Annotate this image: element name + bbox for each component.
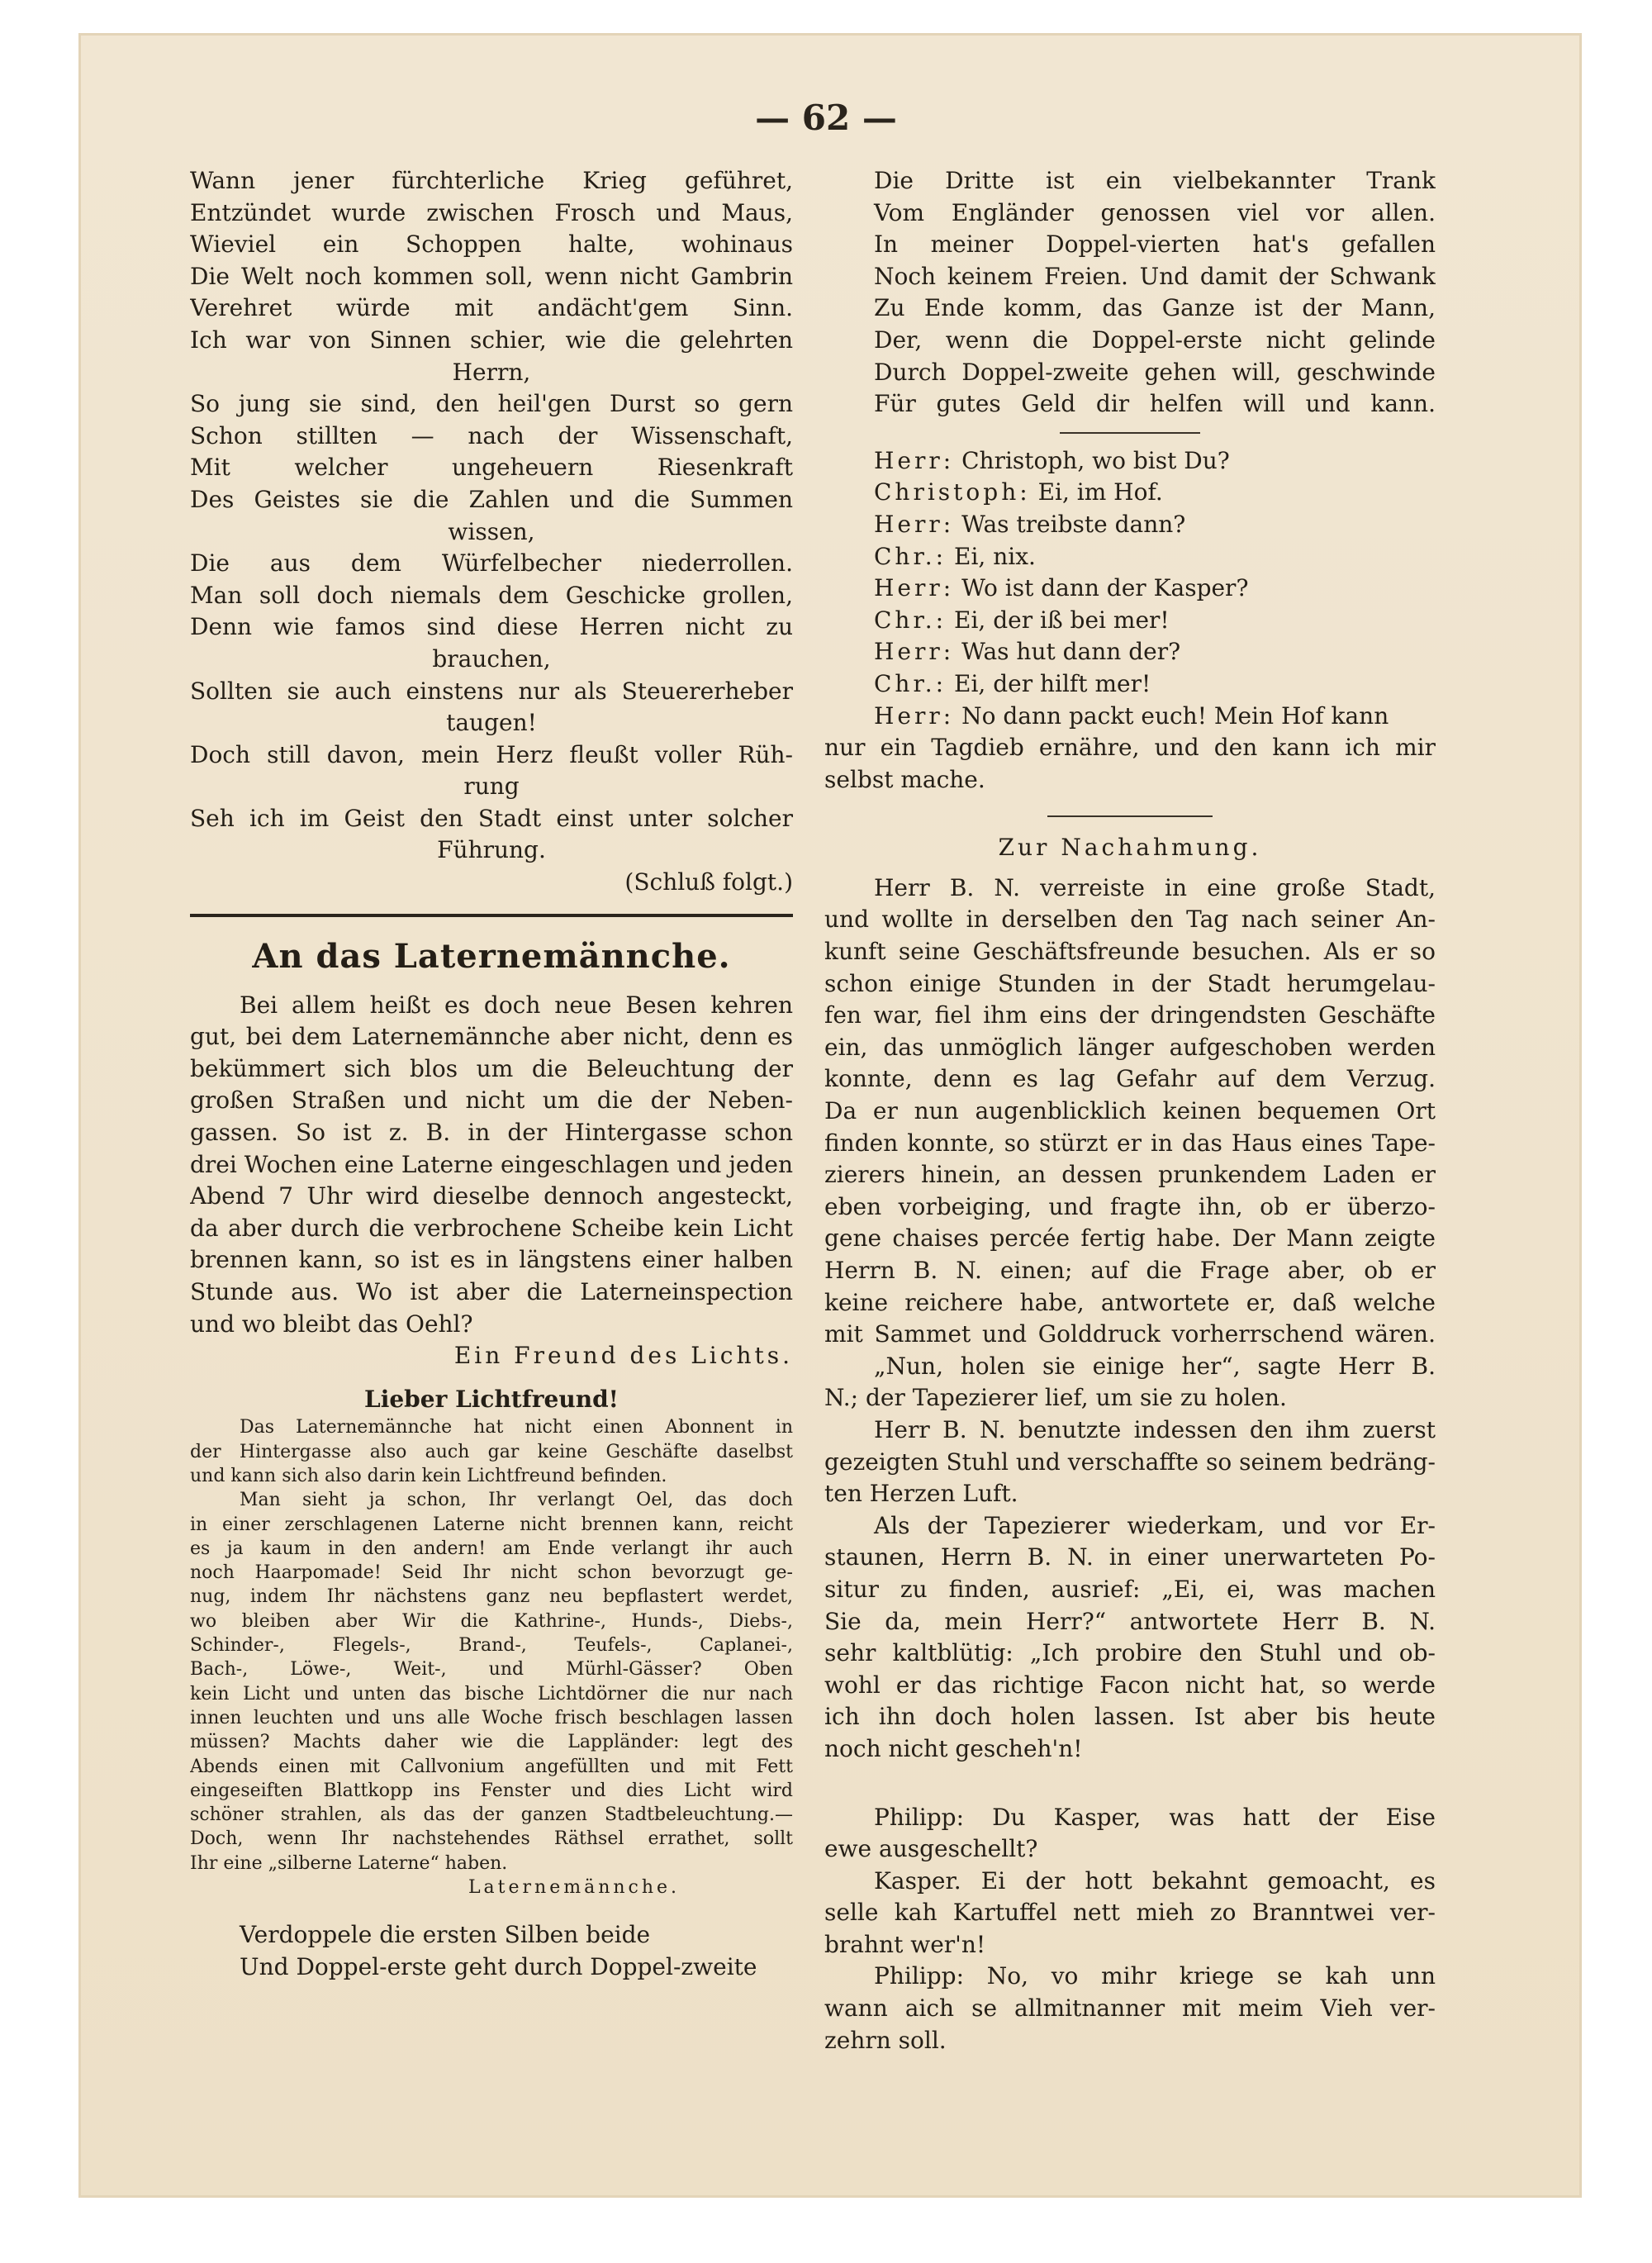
utterance: Was treibste dann?	[961, 510, 1186, 538]
left-column	[190, 165, 793, 1984]
dialogue-line: brahnt wer'n!	[824, 1930, 986, 1958]
dialogue-line	[824, 541, 1436, 573]
dialogue-line: ewe ausgeschellt?	[824, 1835, 1038, 1863]
story-line: keine reichere habe, antwortete er, daß welche	[824, 1288, 1436, 1316]
dialogue-line: zehrn soll.	[824, 2026, 947, 2054]
poem-line: Entzündet wurde zwischen Frosch und Maus,	[190, 198, 793, 226]
spacer	[824, 1766, 1436, 1802]
story-line: schon einige Stunden in der Stadt herumgelau-	[824, 969, 1436, 997]
dialogue-line: Philipp: No, vo mihr kriege se kah unn	[874, 1962, 1436, 1990]
article-line: und wo bleibt das Oehl?	[190, 1310, 473, 1338]
poem-line: Verehret würde mit andächt'gem Sinn.	[190, 294, 793, 322]
riddle-line: Noch keinem Freien. Und damit der Schwank	[874, 262, 1436, 290]
article-line: gassen. So ist z. B. in der Hintergasse schon	[190, 1119, 793, 1147]
dialogue-line	[824, 701, 1436, 733]
reply-line: Man sieht ja schon, Ihr verlangt Oel, das doch	[240, 1490, 793, 1511]
riddle-line: Verdoppele die ersten Silben beide	[240, 1921, 651, 1949]
story-line: noch nicht gescheh'n!	[824, 1734, 1083, 1762]
poem-line: Die Welt noch kommen soll, wenn nicht Gambrin	[190, 262, 793, 290]
story-line: zierers hinein, an dessen prunkendem Laden er	[824, 1161, 1436, 1189]
poem-line: rung	[463, 773, 520, 801]
utterance: Was hut dann der?	[961, 638, 1181, 666]
reply-line: es ja kaum in den andern! am Ende verlangt ihr auch	[190, 1538, 793, 1559]
reply-line: wo bleiben aber Wir die Kathrine-, Hunds-, Diebs-,	[190, 1610, 793, 1632]
section-divider	[190, 914, 793, 917]
right-column	[824, 165, 1436, 2056]
utterance: Christoph, wo bist Du?	[961, 446, 1230, 474]
story-line: Als der Tapezierer wiederkam, und vor Er-	[874, 1511, 1436, 1539]
poem-line: Man soll doch niemals dem Geschicke grollen,	[190, 581, 793, 609]
dialogue-philipp	[824, 1802, 1436, 2057]
reply-line: Doch, wenn Ihr nachstehendes Räthsel errathet, sollt	[190, 1828, 793, 1850]
poem-line: Die aus dem Würfelbecher niederrollen.	[190, 549, 793, 578]
signature: Laternemännche.	[468, 1877, 681, 1899]
article-line: großen Straßen und nicht um die der Neben-	[190, 1086, 793, 1115]
article-line: Stunde aus. Wo ist aber die Laterneinspection	[190, 1278, 793, 1305]
dialogue-line: nur ein Tagdieb ernähre, und den kann ich mir	[824, 734, 1436, 762]
spacer	[190, 1899, 793, 1919]
dialogue-line	[824, 605, 1436, 637]
article-line: drei Wochen eine Laterne eingeschlagen und jeden	[190, 1150, 793, 1178]
poem-line: brauchen,	[432, 644, 551, 673]
section-divider	[1047, 815, 1213, 817]
dialogue-line	[824, 477, 1436, 509]
dialogue-line	[824, 509, 1436, 541]
utterance: Ei, nix.	[954, 542, 1036, 570]
story-line: „Nun, holen sie einige her“, sagte Herr B.	[874, 1352, 1436, 1380]
story-line: Herr B. N. verreiste in eine große Stadt,	[874, 873, 1436, 901]
story-line: gezeigten Stuhl und verschaffte so seinem bedräng-	[824, 1448, 1436, 1476]
poem-line: Mit welcher ungeheuern Riesenkraft	[190, 454, 793, 482]
story-line: Herrn B. N. einen; auf die Frage aber, ob er	[824, 1257, 1436, 1284]
riddle-line: Für gutes Geld dir helfen will und kann.	[874, 390, 1436, 418]
dialogue-line	[824, 573, 1436, 605]
utterance: No dann packt euch! Mein Hof kann	[961, 701, 1389, 730]
utterance: Wo ist dann der Kasper?	[961, 574, 1249, 602]
riddle-line: Der, wenn die Doppel-erste nicht gelinde	[874, 326, 1436, 354]
story-line: mit Sammet und Golddruck vorherrschend wären.	[824, 1320, 1436, 1348]
reply-line: eingeseiften Blattkopp ins Fenster und dies Licht wird	[190, 1780, 793, 1801]
reply-line: Abends einen mit Callvonium angefüllten und mit Fett	[190, 1756, 793, 1777]
dialogue-line: selle kah Kartuffel nett mieh zo Branntwei ver-	[824, 1899, 1436, 1927]
story-line: konnte, denn es lag Gefahr auf dem Verzug.	[824, 1065, 1436, 1093]
story-line: situr zu finden, ausrief: „Ei, ei, was machen	[824, 1575, 1436, 1603]
story-line: kunft seine Geschäftsfreunde besuchen. Als er so	[824, 938, 1436, 966]
speaker: Chr.:	[874, 669, 947, 697]
riddle-line: Und Doppel-erste geht durch Doppel-zweite	[240, 1952, 757, 1980]
riddle-line: Die Dritte ist ein vielbekannter Trank	[874, 167, 1436, 194]
story-line: ein, das unmöglich länger aufgeschoben werden	[824, 1033, 1436, 1061]
story-line: eben vorbeiging, und fragte ihn, ob er überzo-	[824, 1192, 1436, 1220]
riddle-end	[824, 165, 1436, 421]
story-line: N.; der Tapezierer lief, um sie zu holen.	[824, 1384, 1287, 1412]
speaker: Herr:	[874, 446, 955, 474]
reply-line: der Hintergasse also auch gar keine Geschäfte daselbst	[190, 1441, 793, 1462]
reply-heading: Lieber Lichtfreund!	[364, 1385, 619, 1413]
poem-line: Ich war von Sinnen schier, wie die gelehrten	[190, 326, 793, 354]
poem-end	[190, 165, 793, 899]
poem-line: Schon stillten — nach der Wissenschaft,	[190, 421, 793, 449]
speaker: Herr:	[874, 638, 955, 666]
dialogue-line: Kasper. Ei der hott bekahnt gemoacht, es	[874, 1866, 1436, 1895]
article-line: da aber durch die verbrochene Scheibe kein Licht	[190, 1214, 793, 1242]
signature: Ein Freund des Lichts.	[453, 1342, 793, 1370]
riddle-start	[190, 1919, 793, 1983]
dialogue-line	[824, 668, 1436, 701]
article-line: Abend 7 Uhr wird dieselbe dennoch angesteckt,	[190, 1182, 793, 1210]
dialogue-line: Philipp: Du Kasper, was hatt der Eise	[874, 1803, 1436, 1831]
story-body	[824, 872, 1436, 1766]
poem-line: Des Geistes sie die Zahlen und die Summen	[190, 485, 793, 513]
reply-line: Das Laternemännche hat nicht einen Abonnent in	[240, 1417, 793, 1438]
story-title: Zur Nachahmung.	[998, 834, 1262, 862]
dialogue-line: selbst mache.	[824, 765, 985, 793]
speaker: Christoph:	[874, 478, 1031, 506]
poem-line: Führung.	[437, 836, 546, 864]
reply-line: schöner strahlen, als das der ganzen Stadtbeleuchtung.—	[190, 1804, 793, 1826]
dialogue-line	[824, 445, 1436, 478]
article-line: brennen kann, so ist es in längstens einer halben	[190, 1246, 793, 1274]
riddle-line: Zu Ende komm, das Ganze ist der Mann,	[874, 294, 1436, 322]
poem-line: Denn wie famos sind diese Herren nicht zu	[190, 613, 793, 641]
dialogue-line	[824, 636, 1436, 668]
poem-line: Wieviel ein Schoppen halte, wohinaus	[190, 231, 793, 259]
continued-note: (Schluß folgt.)	[624, 868, 793, 896]
poem-line: wissen,	[448, 517, 535, 545]
riddle-line: Vom Engländer genossen viel vor allen.	[874, 198, 1436, 226]
article-line: gut, bei dem Laternemännche aber nicht, denn es	[190, 1023, 793, 1051]
story-line: ich ihn doch holen lassen. Ist aber bis heute	[824, 1703, 1436, 1731]
reply-line: müssen? Machts daher wie die Lappländer: legt des	[190, 1732, 793, 1753]
article-body	[190, 990, 793, 1341]
story-line: und wollte in derselben den Tag nach seiner An-	[824, 906, 1436, 934]
speaker: Chr.:	[874, 542, 947, 570]
reply-body	[190, 1415, 793, 1899]
dialogue-line: wann aich se allmitnanner mit meim Vieh ver-	[824, 1994, 1436, 2023]
reply-line: kein Licht und unten das bische Lichtdörner die nur nach	[190, 1683, 793, 1704]
poem-line: Sollten sie auch einstens nur als Steuererheber	[190, 677, 793, 705]
story-line: Herr B. N. benutzte indessen den ihm zuerst	[874, 1415, 1436, 1443]
poem-line: taugen!	[446, 709, 537, 737]
story-line: fen war, fiel ihm eins der dringendsten Geschäfte	[824, 1001, 1436, 1029]
reply-line: und kann sich also darin kein Lichtfreund befinden.	[190, 1465, 667, 1486]
reply-line: Schinder-, Flegels-, Brand-, Teufels-, Caplanei-,	[190, 1635, 793, 1657]
poem-line: Seh ich im Geist den Stadt einst unter solcher	[190, 804, 793, 832]
speaker: Herr:	[874, 574, 955, 602]
story-line: gene chaises percée fertig habe. Der Mann zeigte	[824, 1224, 1436, 1253]
utterance: Ei, der hilft mer!	[954, 669, 1151, 697]
story-line: finden konnte, so stürzt er in das Haus eines Tape-	[824, 1129, 1436, 1157]
reply-line: in einer zerschlagenen Laterne nicht brennen kann, reicht	[190, 1514, 793, 1535]
speaker: Herr:	[874, 510, 955, 538]
poem-line: Doch still davon, mein Herz fleußt voller Rüh-	[190, 740, 793, 768]
story-line: wohl er das richtige Facon nicht hat, so werde	[824, 1671, 1436, 1699]
poem-line: Herrn,	[452, 358, 531, 386]
riddle-line: In meiner Doppel-vierten hat's gefallen	[874, 231, 1436, 259]
article-line: Bei allem heißt es doch neue Besen kehren	[240, 991, 793, 1019]
reply-line: innen leuchten und uns alle Woche frisch beschlagen lassen	[190, 1707, 793, 1728]
dialogue-christoph	[824, 445, 1436, 796]
poem-line: Wann jener fürchterliche Krieg geführet,	[190, 167, 793, 194]
poem-line: So jung sie sind, den heil'gen Durst so gern	[190, 390, 793, 418]
story-line: staunen, Herrn B. N. in einer unerwarteten Po-	[824, 1543, 1436, 1571]
reply-line: Bach-, Löwe-, Weit-, und Mürhl-Gässer? Oben	[190, 1659, 793, 1681]
article-title: An das Laternemännche.	[252, 936, 731, 976]
story-line: Sie da, mein Herr?“ antwortete Herr B. N.	[824, 1607, 1436, 1635]
speaker: Herr:	[874, 701, 955, 730]
speaker: Chr.:	[874, 606, 947, 634]
reply-line: nug, indem Ihr nächstens ganz neu bepflastert werdet,	[190, 1586, 793, 1608]
section-divider	[1060, 432, 1200, 434]
utterance: Ei, im Hof.	[1037, 478, 1163, 506]
story-line: sehr kaltblütig: „Ich probire den Stuhl und ob-	[824, 1639, 1436, 1667]
story-line: Da er nun augenblicklich keinen bequemen Ort	[824, 1097, 1436, 1125]
reply-line: Ihr eine „silberne Laterne“ haben.	[190, 1852, 508, 1874]
story-line: ten Herzen Luft.	[824, 1480, 1018, 1508]
riddle-line: Durch Doppel-zweite gehen will, geschwinde	[874, 358, 1436, 386]
article-line: bekümmert sich blos um die Beleuchtung der	[190, 1054, 793, 1082]
page-number: — 62 —	[755, 97, 897, 138]
utterance: Ei, der iß bei mer!	[954, 606, 1170, 634]
reply-line: noch Haarpomade! Seid Ihr nicht schon bevorzugt ge-	[190, 1562, 793, 1584]
